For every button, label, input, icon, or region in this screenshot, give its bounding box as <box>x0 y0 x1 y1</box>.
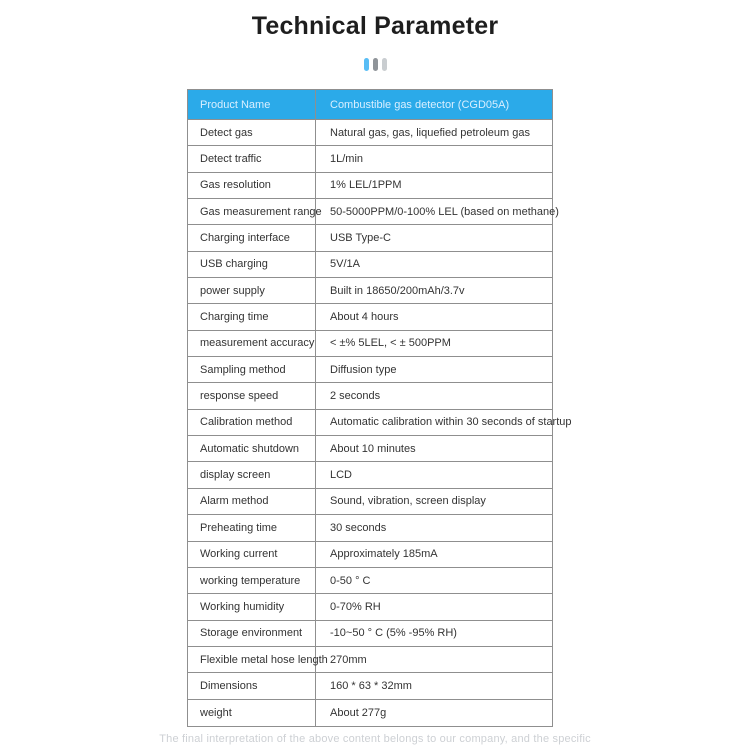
param-name: Alarm method <box>188 489 316 514</box>
table-row <box>188 278 552 304</box>
table-row <box>188 489 552 515</box>
param-name: working temperature <box>188 568 316 593</box>
param-value: 50-5000PPM/0-100% LEL (based on methane) <box>330 205 559 218</box>
param-value: 270mm <box>330 653 367 666</box>
param-value: Natural gas, gas, liquefied petroleum gas <box>330 126 530 139</box>
table-row <box>188 700 552 726</box>
table-row <box>188 410 572 436</box>
table-row <box>188 436 552 462</box>
param-value: -10~50 ° C (5% -95% RH) <box>330 627 457 640</box>
table-row <box>188 120 552 146</box>
table-body <box>188 120 572 726</box>
param-name: Automatic shutdown <box>188 436 316 461</box>
param-value: 160 * 63 * 32mm <box>330 679 412 692</box>
spec-table <box>187 89 572 727</box>
param-name: Flexible metal hose length <box>188 647 316 672</box>
divider-bar-gray-icon <box>373 58 378 71</box>
table-row <box>188 357 552 383</box>
param-value: LCD <box>330 469 353 482</box>
param-value: 5V/1A <box>330 258 360 271</box>
param-name: Detect gas <box>188 120 316 145</box>
param-value: 30 seconds <box>330 521 387 534</box>
table-row <box>188 252 552 278</box>
param-value: About 10 minutes <box>330 442 416 455</box>
param-name: Working current <box>188 542 316 567</box>
param-name: display screen <box>188 462 316 487</box>
param-value: Built in 18650/200mAh/3.7v <box>330 284 465 297</box>
param-value: About 4 hours <box>330 311 399 324</box>
table-row <box>188 594 552 620</box>
title-divider <box>0 57 750 71</box>
table-row <box>188 568 552 594</box>
param-value: About 277g <box>330 706 387 719</box>
table-row <box>188 647 552 673</box>
param-value: 0-70% RH <box>330 600 381 613</box>
table-row <box>188 173 552 199</box>
table-row <box>188 515 552 541</box>
header-param-name: Product Name <box>188 90 316 119</box>
param-value: 0-50 ° C <box>330 574 371 587</box>
divider-bar-lightgray-icon <box>382 58 387 71</box>
param-value: USB Type-C <box>330 232 391 245</box>
param-name: Storage environment <box>188 621 316 646</box>
table-row <box>188 673 552 699</box>
table-row <box>188 199 559 225</box>
param-name: weight <box>188 700 316 726</box>
param-value: Automatic calibration within 30 seconds of startup <box>330 416 572 429</box>
param-name: Preheating time <box>188 515 316 540</box>
table-row <box>188 146 552 172</box>
page-title: Technical Parameter <box>251 12 499 40</box>
footer-note: The final interpretation of the above content belongs to our company, and the specific <box>159 733 591 745</box>
param-name: Dimensions <box>188 673 316 698</box>
param-name: power supply <box>188 278 316 303</box>
param-value: < ±% 5LEL, < ± 500PPM <box>330 337 451 350</box>
table-row <box>188 621 552 647</box>
param-name: Gas resolution <box>188 173 316 198</box>
table-row <box>188 304 552 330</box>
param-name: Working humidity <box>188 594 316 619</box>
param-value: 1L/min <box>330 153 364 166</box>
param-name: Charging interface <box>188 225 316 250</box>
param-name: response speed <box>188 383 316 408</box>
table-row <box>188 383 552 409</box>
param-name: Gas measurement range <box>188 199 316 224</box>
param-name: Sampling method <box>188 357 316 382</box>
param-value: 1% LEL/1PPM <box>330 179 402 192</box>
param-name: Calibration method <box>188 410 316 435</box>
divider-bar-blue-icon <box>364 58 369 71</box>
param-name: measurement accuracy <box>188 331 316 356</box>
param-name: Detect traffic <box>188 146 316 171</box>
param-value: 2 seconds <box>330 390 381 403</box>
param-value: Sound, vibration, screen display <box>330 495 486 508</box>
table-row <box>188 225 552 251</box>
table-header-row <box>188 90 552 120</box>
header-param-value: Combustible gas detector (CGD05A) <box>330 98 510 111</box>
param-name: USB charging <box>188 252 316 277</box>
table-row <box>188 331 552 357</box>
param-name: Charging time <box>188 304 316 329</box>
table-row <box>188 542 552 568</box>
param-value: Approximately 185mA <box>330 548 438 561</box>
param-value: Diffusion type <box>330 363 397 376</box>
table-row <box>188 462 552 488</box>
